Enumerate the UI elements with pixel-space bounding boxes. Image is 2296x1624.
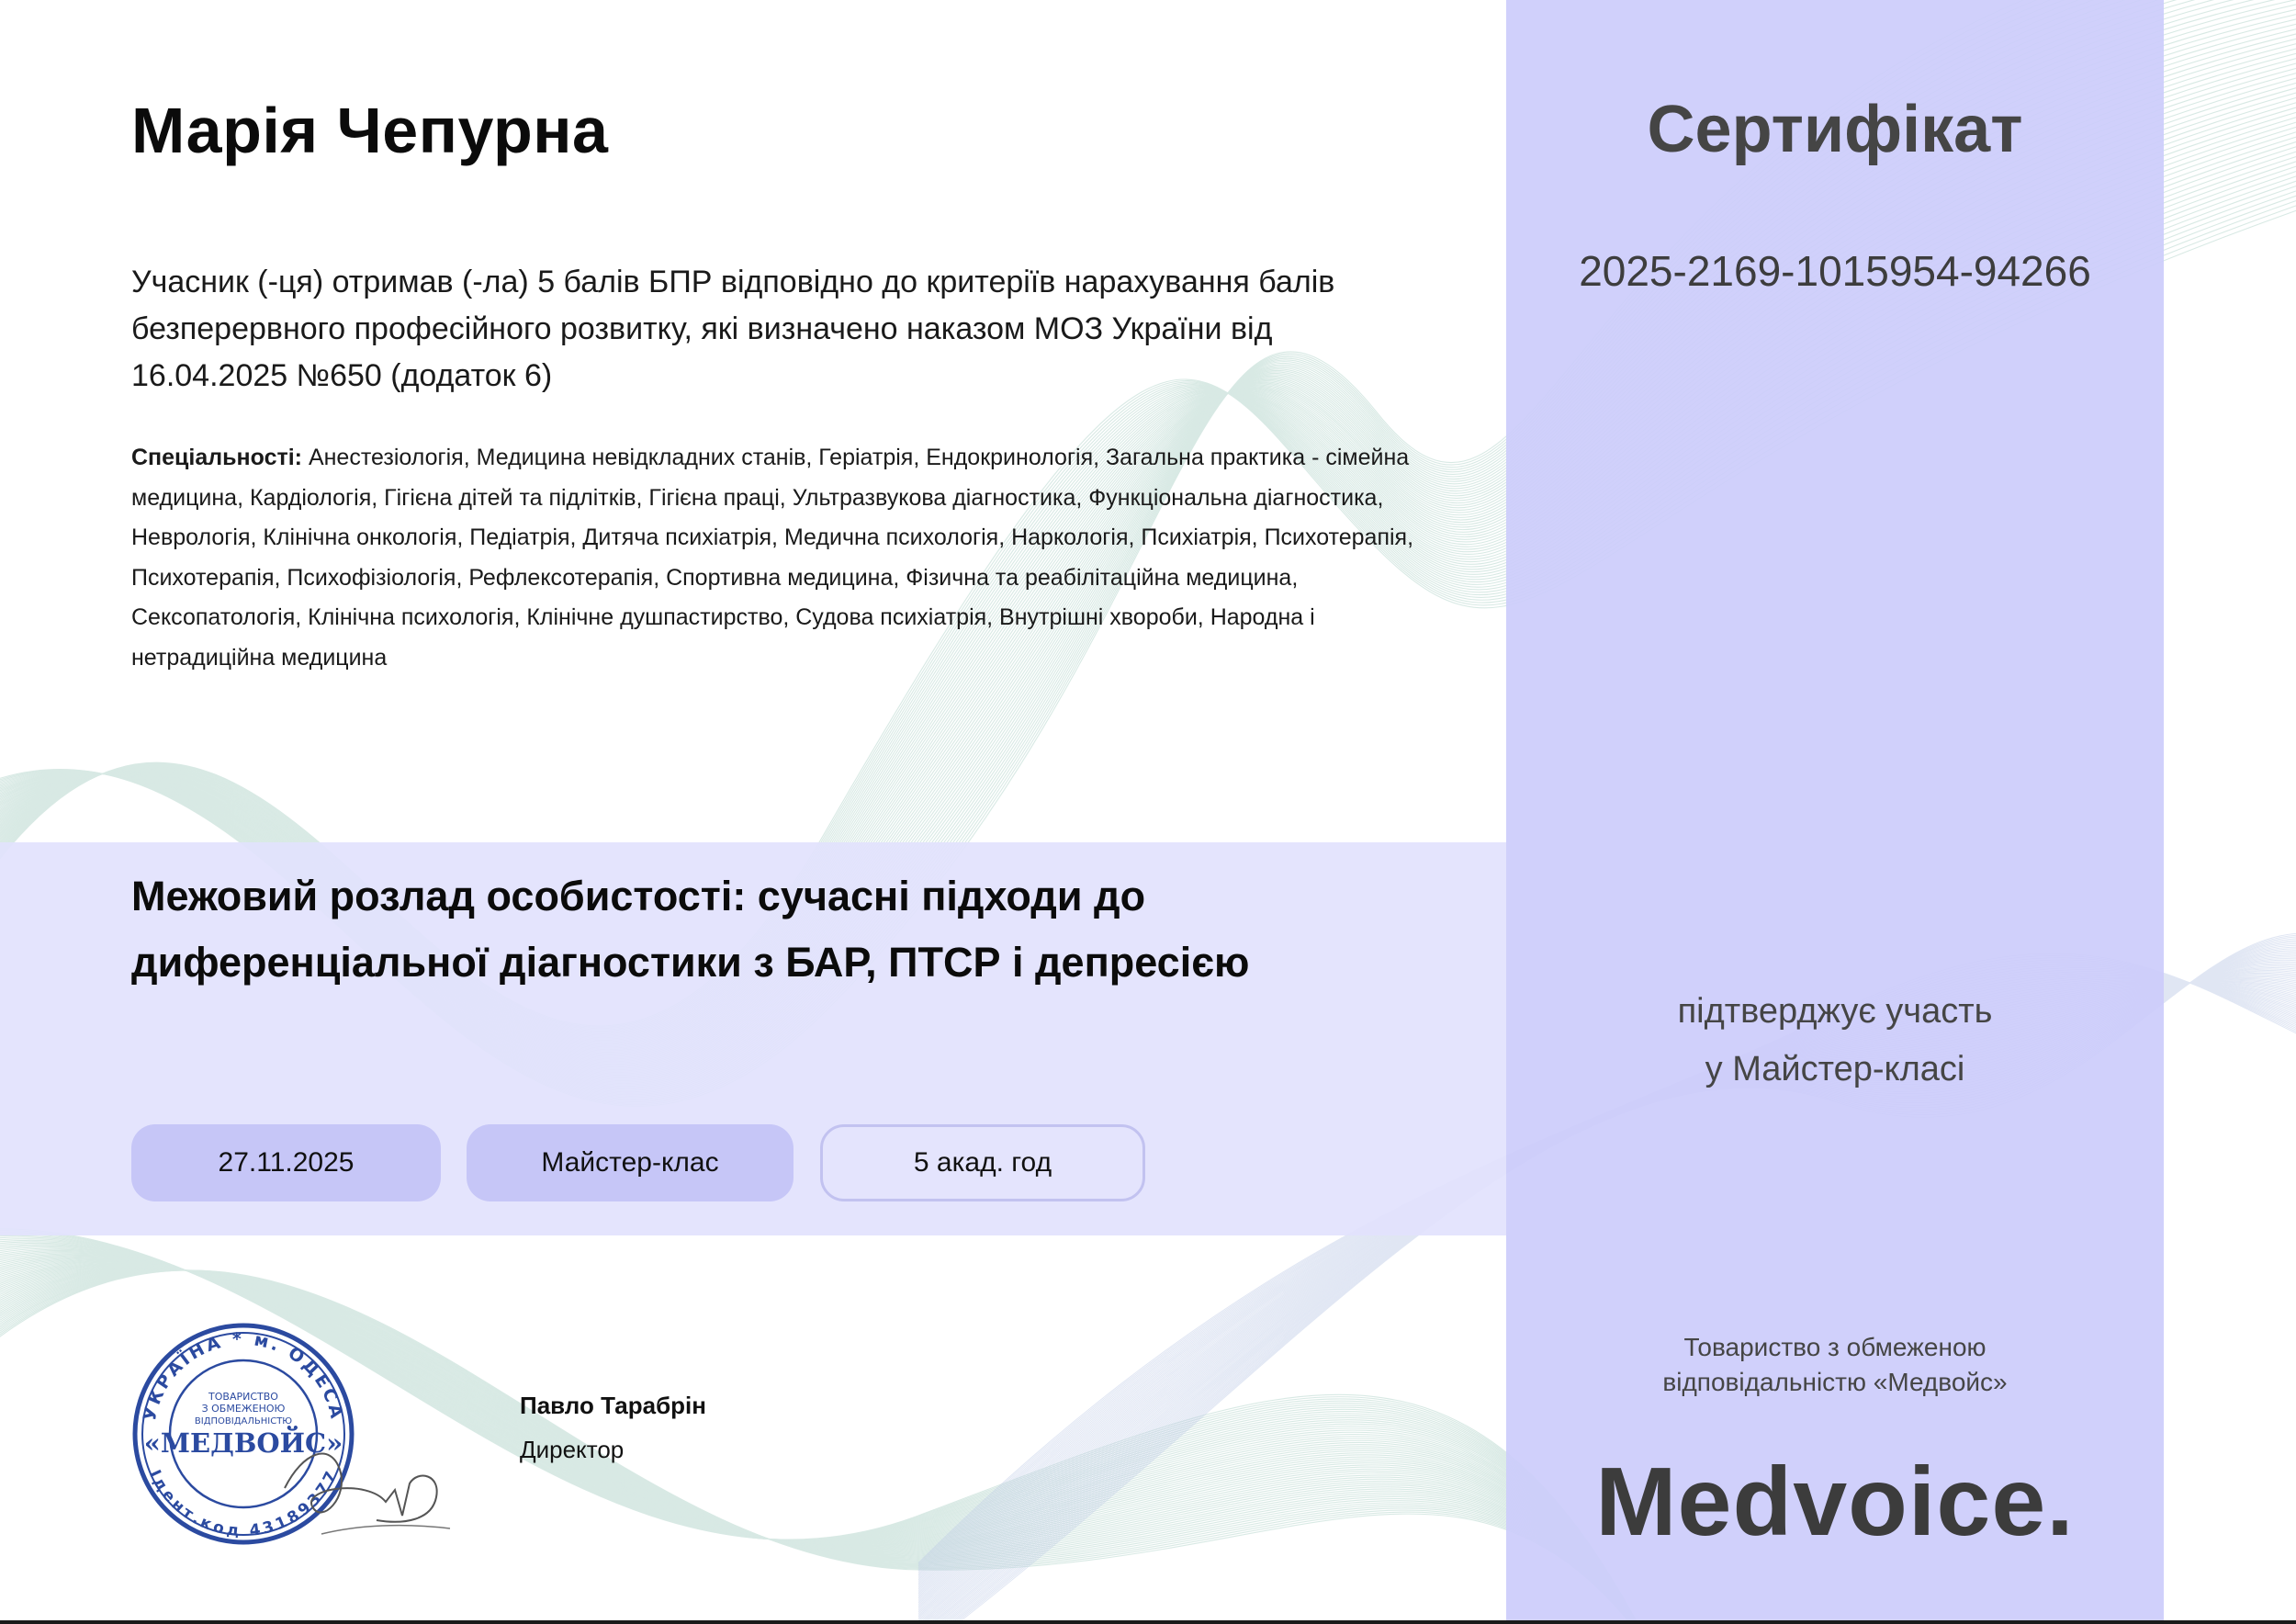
specialties-list: Анестезіологія, Медицина невідкладних станів, Геріатрія, Ендокринологія, Загальна практика - сімейна медицина, Кардіологія, Гігієна дітей та підлітків, Гігієна праці, Ультразвукова діагностика, Функціональна діагностика, Неврологія, Клінічна онкологія, Педіатрія, Дитяча психіатрія, Медична психологія, Наркологія, Психіатрія, Психотерапія, Психотерапія, Психофізіологія, Рефлексотерапія, Спортивна медицина, Фізична та реабілітаційна медицина, Сексопатологія, Клінічна психологія, Клінічне душпастирство, Судова психіатрія, Внутрішні хвороби, Народна і нетрадиційна медицина	[131, 445, 1414, 671]
stamp-brand: «МЕДВОЙС»	[143, 1427, 343, 1459]
medvoice-logo: Medvoice.	[1595, 1448, 2075, 1556]
specialties-label: Спеціальності:	[131, 445, 302, 470]
confirmation-line1: підтверджує участь	[1677, 992, 1993, 1031]
organization-name	[1506, 1330, 2164, 1400]
organization-line2: відповідальністю «Медвойс»	[1662, 1368, 2008, 1396]
course-title-line1: Межовий розлад особистості: сучасні підходи до	[131, 873, 1146, 919]
course-title	[131, 863, 1435, 996]
specialties	[131, 438, 1435, 678]
participation-confirmation	[1506, 983, 2164, 1099]
certificate-title: Сертифікат	[1647, 93, 2023, 166]
certificate-number: 2025-2169-1015954-94266	[1579, 247, 2091, 295]
stamp-bottom-text: Ідент.код 43189377	[144, 1467, 343, 1541]
recipient-name: Марія Чепурна	[131, 95, 609, 166]
director-signature	[266, 1433, 459, 1543]
organization-line1: Товариство з обмеженою	[1683, 1333, 1986, 1361]
stamp-inner-line2: З ОБМЕЖЕНОЮ	[201, 1403, 286, 1415]
event-type-tag: Майстер-клас	[467, 1124, 793, 1201]
signatory-name: Павло Тарабрін	[520, 1392, 706, 1419]
confirmation-line2: у Майстер-класі	[1705, 1050, 1965, 1088]
course-title-line2: диференціальної діагностики з БАР, ПТСР і депресією	[131, 939, 1250, 986]
stamp-inner-line3: ВІДПОВІДАЛЬНІСТЮ	[194, 1416, 293, 1427]
hours-tag: 5 акад. год	[820, 1124, 1145, 1201]
date-tag: 27.11.2025	[131, 1124, 441, 1201]
stamp-inner-line1: ТОВАРИСТВО	[208, 1391, 278, 1403]
signatory-role: Директор	[520, 1436, 625, 1463]
bottom-border	[0, 1620, 2296, 1624]
stamp-top-text: УКРАЇНА * м. ОДЕСА	[139, 1328, 348, 1423]
intro-text: Учасник (-ця) отримав (-ла) 5 балів БПР відповідно до критеріїв нарахування балів безперервного професійного розвитку, які визначено наказом МОЗ України від 16.04.2025 №650 (додаток 6)	[131, 265, 1335, 393]
